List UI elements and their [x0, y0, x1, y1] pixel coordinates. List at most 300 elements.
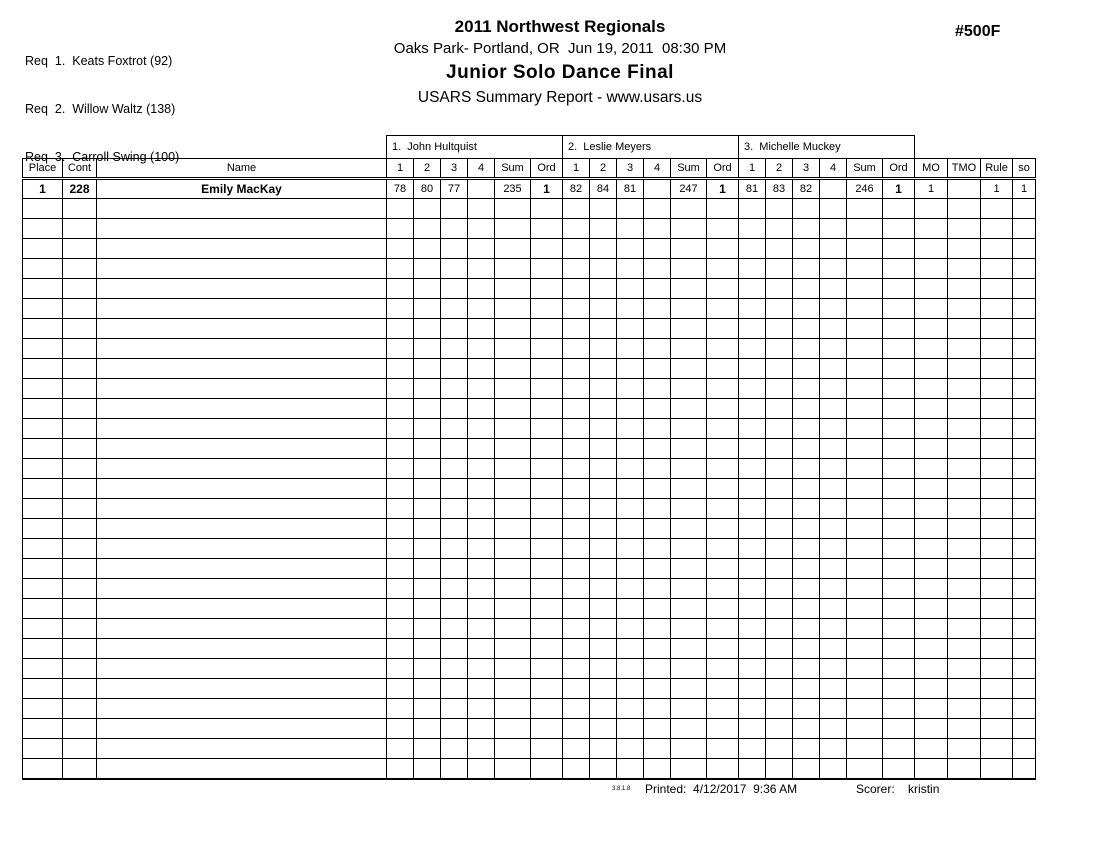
empty-cell	[948, 619, 981, 639]
empty-cell	[563, 259, 590, 279]
empty-cell	[617, 359, 644, 379]
empty-cell	[707, 219, 739, 239]
empty-cell	[883, 319, 915, 339]
empty-cell	[590, 379, 617, 399]
empty-cell	[97, 279, 387, 299]
empty-cell	[820, 559, 847, 579]
empty-cell	[644, 219, 671, 239]
empty-cell	[495, 439, 531, 459]
empty-cell	[495, 339, 531, 359]
empty-cell	[847, 539, 883, 559]
empty-cell	[915, 599, 948, 619]
empty-cell	[644, 739, 671, 759]
empty-cell	[414, 199, 441, 219]
empty-cell	[793, 419, 820, 439]
empty-cell	[414, 299, 441, 319]
column-header-row	[23, 159, 1036, 179]
empty-cell	[531, 559, 563, 579]
empty-cell	[97, 679, 387, 699]
empty-cell	[617, 399, 644, 419]
event-number: #500F	[955, 23, 1001, 40]
empty-cell	[441, 739, 468, 759]
empty-cell	[820, 479, 847, 499]
empty-cell	[97, 479, 387, 499]
empty-cell	[981, 579, 1013, 599]
empty-cell	[948, 199, 981, 219]
empty-cell	[531, 759, 563, 779]
empty-cell	[97, 259, 387, 279]
empty-cell	[387, 319, 414, 339]
empty-cell	[23, 259, 63, 279]
empty-cell	[766, 199, 793, 219]
cont-cell: 228	[63, 179, 97, 199]
empty-cell	[915, 579, 948, 599]
empty-cell	[644, 759, 671, 779]
empty-cell	[671, 239, 707, 259]
empty-cell	[414, 519, 441, 539]
empty-cell	[468, 259, 495, 279]
empty-cell	[495, 219, 531, 239]
empty-cell	[23, 439, 63, 459]
empty-cell	[847, 619, 883, 639]
empty-cell	[23, 319, 63, 339]
empty-cell	[644, 659, 671, 679]
judge-name-box: 3. Michelle Muckey	[739, 136, 915, 159]
empty-row	[23, 599, 1036, 619]
empty-cell	[948, 499, 981, 519]
empty-cell	[441, 519, 468, 539]
empty-cell	[97, 439, 387, 459]
empty-cell	[387, 239, 414, 259]
empty-cell	[707, 739, 739, 759]
empty-cell	[644, 719, 671, 739]
sum-header: Sum	[495, 159, 531, 179]
empty-cell	[847, 239, 883, 259]
empty-cell	[63, 639, 97, 659]
empty-cell	[531, 259, 563, 279]
empty-cell	[441, 599, 468, 619]
empty-cell	[441, 239, 468, 259]
empty-cell	[495, 599, 531, 619]
empty-cell	[441, 499, 468, 519]
empty-cell	[563, 739, 590, 759]
competition-title: 2011 Northwest Regionals	[454, 17, 666, 36]
empty-cell	[671, 579, 707, 599]
empty-cell	[707, 399, 739, 419]
empty-cell	[793, 679, 820, 699]
empty-cell	[1013, 399, 1036, 419]
empty-cell	[563, 699, 590, 719]
empty-cell	[468, 499, 495, 519]
empty-cell	[847, 379, 883, 399]
empty-cell	[531, 619, 563, 639]
empty-cell	[387, 739, 414, 759]
empty-cell	[847, 299, 883, 319]
judge-name-box: 2. Leslie Meyers	[563, 136, 739, 159]
empty-cell	[563, 539, 590, 559]
empty-cell	[441, 279, 468, 299]
empty-cell	[739, 459, 766, 479]
empty-cell	[766, 619, 793, 639]
empty-cell	[820, 719, 847, 739]
dance2-header: 2	[414, 159, 441, 179]
empty-cell	[793, 299, 820, 319]
empty-cell	[948, 419, 981, 439]
empty-cell	[563, 619, 590, 639]
empty-cell	[793, 459, 820, 479]
empty-cell	[617, 459, 644, 479]
empty-cell	[495, 639, 531, 659]
empty-cell	[468, 439, 495, 459]
empty-cell	[766, 419, 793, 439]
judge-name-box: 1. John Hultquist	[387, 136, 563, 159]
empty-cell	[847, 399, 883, 419]
empty-cell	[414, 379, 441, 399]
empty-cell	[563, 719, 590, 739]
empty-cell	[793, 699, 820, 719]
empty-cell	[847, 599, 883, 619]
place-cell: 1	[23, 179, 63, 199]
empty-cell	[97, 539, 387, 559]
empty-cell	[387, 439, 414, 459]
empty-cell	[414, 699, 441, 719]
empty-row	[23, 219, 1036, 239]
empty-cell	[63, 679, 97, 699]
empty-cell	[948, 459, 981, 479]
empty-cell	[883, 559, 915, 579]
empty-cell	[63, 399, 97, 419]
dance3-header: 3	[617, 159, 644, 179]
empty-cell	[1013, 719, 1036, 739]
score-cell	[820, 179, 847, 199]
empty-cell	[671, 479, 707, 499]
empty-cell	[590, 739, 617, 759]
empty-cell	[847, 699, 883, 719]
empty-cell	[981, 719, 1013, 739]
name-cell: Emily MacKay	[97, 179, 387, 199]
empty-cell	[915, 639, 948, 659]
empty-cell	[414, 659, 441, 679]
empty-cell	[847, 579, 883, 599]
empty-cell	[793, 719, 820, 739]
empty-cell	[883, 639, 915, 659]
empty-cell	[387, 539, 414, 559]
empty-cell	[644, 399, 671, 419]
empty-cell	[915, 319, 948, 339]
empty-cell	[948, 379, 981, 399]
empty-cell	[414, 399, 441, 419]
empty-cell	[1013, 599, 1036, 619]
empty-cell	[468, 719, 495, 739]
empty-cell	[739, 339, 766, 359]
empty-cell	[793, 619, 820, 639]
empty-cell	[495, 759, 531, 779]
empty-cell	[981, 259, 1013, 279]
empty-cell	[981, 219, 1013, 239]
empty-cell	[387, 579, 414, 599]
empty-cell	[531, 399, 563, 419]
empty-cell	[1013, 539, 1036, 559]
empty-cell	[707, 559, 739, 579]
empty-cell	[617, 579, 644, 599]
judge-name-row	[23, 136, 1036, 159]
place-header: Place	[23, 159, 63, 179]
empty-cell	[671, 199, 707, 219]
empty-cell	[590, 559, 617, 579]
empty-cell	[981, 739, 1013, 759]
empty-cell	[644, 699, 671, 719]
empty-cell	[1013, 259, 1036, 279]
empty-cell	[739, 319, 766, 339]
empty-cell	[847, 339, 883, 359]
empty-cell	[739, 439, 766, 459]
empty-cell	[820, 639, 847, 659]
empty-cell	[820, 279, 847, 299]
empty-cell	[97, 599, 387, 619]
empty-cell	[1013, 519, 1036, 539]
empty-cell	[707, 239, 739, 259]
empty-cell	[739, 659, 766, 679]
empty-cell	[948, 319, 981, 339]
empty-cell	[531, 519, 563, 539]
empty-cell	[531, 359, 563, 379]
ord-cell: 1	[883, 179, 915, 199]
empty-cell	[1013, 379, 1036, 399]
empty-cell	[63, 339, 97, 359]
empty-cell	[441, 399, 468, 419]
empty-cell	[948, 359, 981, 379]
empty-cell	[1013, 419, 1036, 439]
empty-cell	[981, 659, 1013, 679]
empty-cell	[441, 679, 468, 699]
empty-cell	[468, 759, 495, 779]
dance3-header: 3	[793, 159, 820, 179]
empty-cell	[617, 219, 644, 239]
sum-cell: 246	[847, 179, 883, 199]
empty-cell	[617, 439, 644, 459]
empty-cell	[739, 539, 766, 559]
empty-cell	[707, 719, 739, 739]
empty-cell	[847, 499, 883, 519]
empty-cell	[468, 459, 495, 479]
empty-cell	[671, 459, 707, 479]
empty-cell	[671, 319, 707, 339]
empty-cell	[948, 679, 981, 699]
score-cell: 82	[563, 179, 590, 199]
empty-cell	[563, 279, 590, 299]
empty-cell	[847, 659, 883, 679]
empty-cell	[531, 479, 563, 499]
empty-cell	[948, 639, 981, 659]
empty-cell	[948, 279, 981, 299]
empty-cell	[495, 539, 531, 559]
empty-cell	[707, 339, 739, 359]
empty-cell	[766, 379, 793, 399]
empty-cell	[563, 639, 590, 659]
empty-cell	[97, 579, 387, 599]
empty-cell	[915, 359, 948, 379]
empty-cell	[495, 479, 531, 499]
empty-cell	[441, 259, 468, 279]
empty-cell	[671, 639, 707, 659]
empty-cell	[590, 319, 617, 339]
empty-cell	[766, 519, 793, 539]
empty-cell	[948, 239, 981, 259]
empty-cell	[766, 659, 793, 679]
empty-cell	[468, 619, 495, 639]
empty-cell	[671, 599, 707, 619]
empty-cell	[387, 759, 414, 779]
empty-cell	[563, 599, 590, 619]
requirement-line: Req 3. Carroll Swing (100)	[25, 150, 180, 164]
empty-cell	[847, 419, 883, 439]
mo-header: MO	[915, 159, 948, 179]
empty-cell	[617, 319, 644, 339]
empty-cell	[915, 659, 948, 679]
dance4-header: 4	[468, 159, 495, 179]
empty-cell	[915, 199, 948, 219]
empty-cell	[883, 379, 915, 399]
empty-cell	[617, 539, 644, 559]
empty-cell	[97, 499, 387, 519]
empty-cell	[766, 359, 793, 379]
empty-cell	[671, 439, 707, 459]
empty-cell	[1013, 639, 1036, 659]
empty-cell	[847, 459, 883, 479]
empty-cell	[23, 559, 63, 579]
empty-cell	[883, 359, 915, 379]
empty-cell	[644, 299, 671, 319]
empty-cell	[387, 719, 414, 739]
empty-cell	[590, 339, 617, 359]
empty-cell	[23, 239, 63, 259]
empty-cell	[820, 439, 847, 459]
empty-cell	[531, 699, 563, 719]
empty-cell	[468, 279, 495, 299]
empty-cell	[617, 379, 644, 399]
empty-cell	[387, 459, 414, 479]
empty-cell	[590, 639, 617, 659]
empty-cell	[915, 739, 948, 759]
empty-cell	[883, 679, 915, 699]
empty-cell	[563, 439, 590, 459]
empty-cell	[531, 579, 563, 599]
empty-cell	[468, 239, 495, 259]
empty-row	[23, 199, 1036, 219]
empty-cell	[468, 359, 495, 379]
empty-cell	[981, 759, 1013, 779]
empty-cell	[766, 599, 793, 619]
empty-cell	[739, 359, 766, 379]
empty-cell	[23, 619, 63, 639]
empty-cell	[563, 519, 590, 539]
empty-cell	[414, 619, 441, 639]
empty-cell	[590, 659, 617, 679]
empty-cell	[671, 499, 707, 519]
empty-cell	[671, 259, 707, 279]
empty-cell	[495, 239, 531, 259]
empty-cell	[644, 639, 671, 659]
empty-cell	[63, 239, 97, 259]
empty-cell	[531, 219, 563, 239]
empty-cell	[387, 379, 414, 399]
empty-cell	[883, 419, 915, 439]
empty-cell	[948, 719, 981, 739]
empty-cell	[793, 439, 820, 459]
empty-cell	[847, 519, 883, 539]
empty-cell	[948, 579, 981, 599]
empty-cell	[414, 279, 441, 299]
empty-cell	[617, 339, 644, 359]
empty-cell	[387, 599, 414, 619]
empty-cell	[468, 379, 495, 399]
empty-cell	[883, 299, 915, 319]
empty-cell	[590, 419, 617, 439]
empty-cell	[468, 699, 495, 719]
empty-cell	[820, 659, 847, 679]
empty-cell	[97, 399, 387, 419]
empty-cell	[590, 399, 617, 419]
empty-cell	[590, 579, 617, 599]
empty-cell	[739, 679, 766, 699]
empty-cell	[441, 559, 468, 579]
empty-cell	[617, 279, 644, 299]
empty-cell	[23, 679, 63, 699]
empty-cell	[820, 419, 847, 439]
empty-cell	[793, 579, 820, 599]
empty-cell	[441, 439, 468, 459]
empty-cell	[820, 459, 847, 479]
sum-cell: 235	[495, 179, 531, 199]
empty-cell	[793, 759, 820, 779]
empty-cell	[793, 559, 820, 579]
empty-cell	[671, 679, 707, 699]
empty-cell	[883, 759, 915, 779]
empty-cell	[531, 279, 563, 299]
empty-cell	[617, 599, 644, 619]
empty-cell	[441, 199, 468, 219]
empty-cell	[1013, 299, 1036, 319]
empty-cell	[1013, 559, 1036, 579]
empty-cell	[387, 699, 414, 719]
empty-cell	[590, 459, 617, 479]
empty-cell	[617, 759, 644, 779]
empty-cell	[915, 479, 948, 499]
printed-label: Printed:	[645, 782, 687, 796]
empty-cell	[820, 239, 847, 259]
empty-cell	[387, 619, 414, 639]
empty-cell	[563, 199, 590, 219]
empty-row	[23, 659, 1036, 679]
empty-cell	[63, 539, 97, 559]
empty-cell	[847, 679, 883, 699]
empty-cell	[847, 359, 883, 379]
requirement-line: Req 2. Willow Waltz (138)	[25, 102, 176, 116]
empty-cell	[414, 259, 441, 279]
empty-row	[23, 519, 1036, 539]
empty-cell	[531, 599, 563, 619]
empty-cell	[441, 639, 468, 659]
empty-cell	[63, 739, 97, 759]
empty-cell	[981, 279, 1013, 299]
empty-row	[23, 419, 1036, 439]
empty-cell	[707, 359, 739, 379]
empty-cell	[1013, 679, 1036, 699]
empty-cell	[707, 699, 739, 719]
empty-cell	[441, 539, 468, 559]
empty-cell	[707, 319, 739, 339]
empty-cell	[441, 619, 468, 639]
